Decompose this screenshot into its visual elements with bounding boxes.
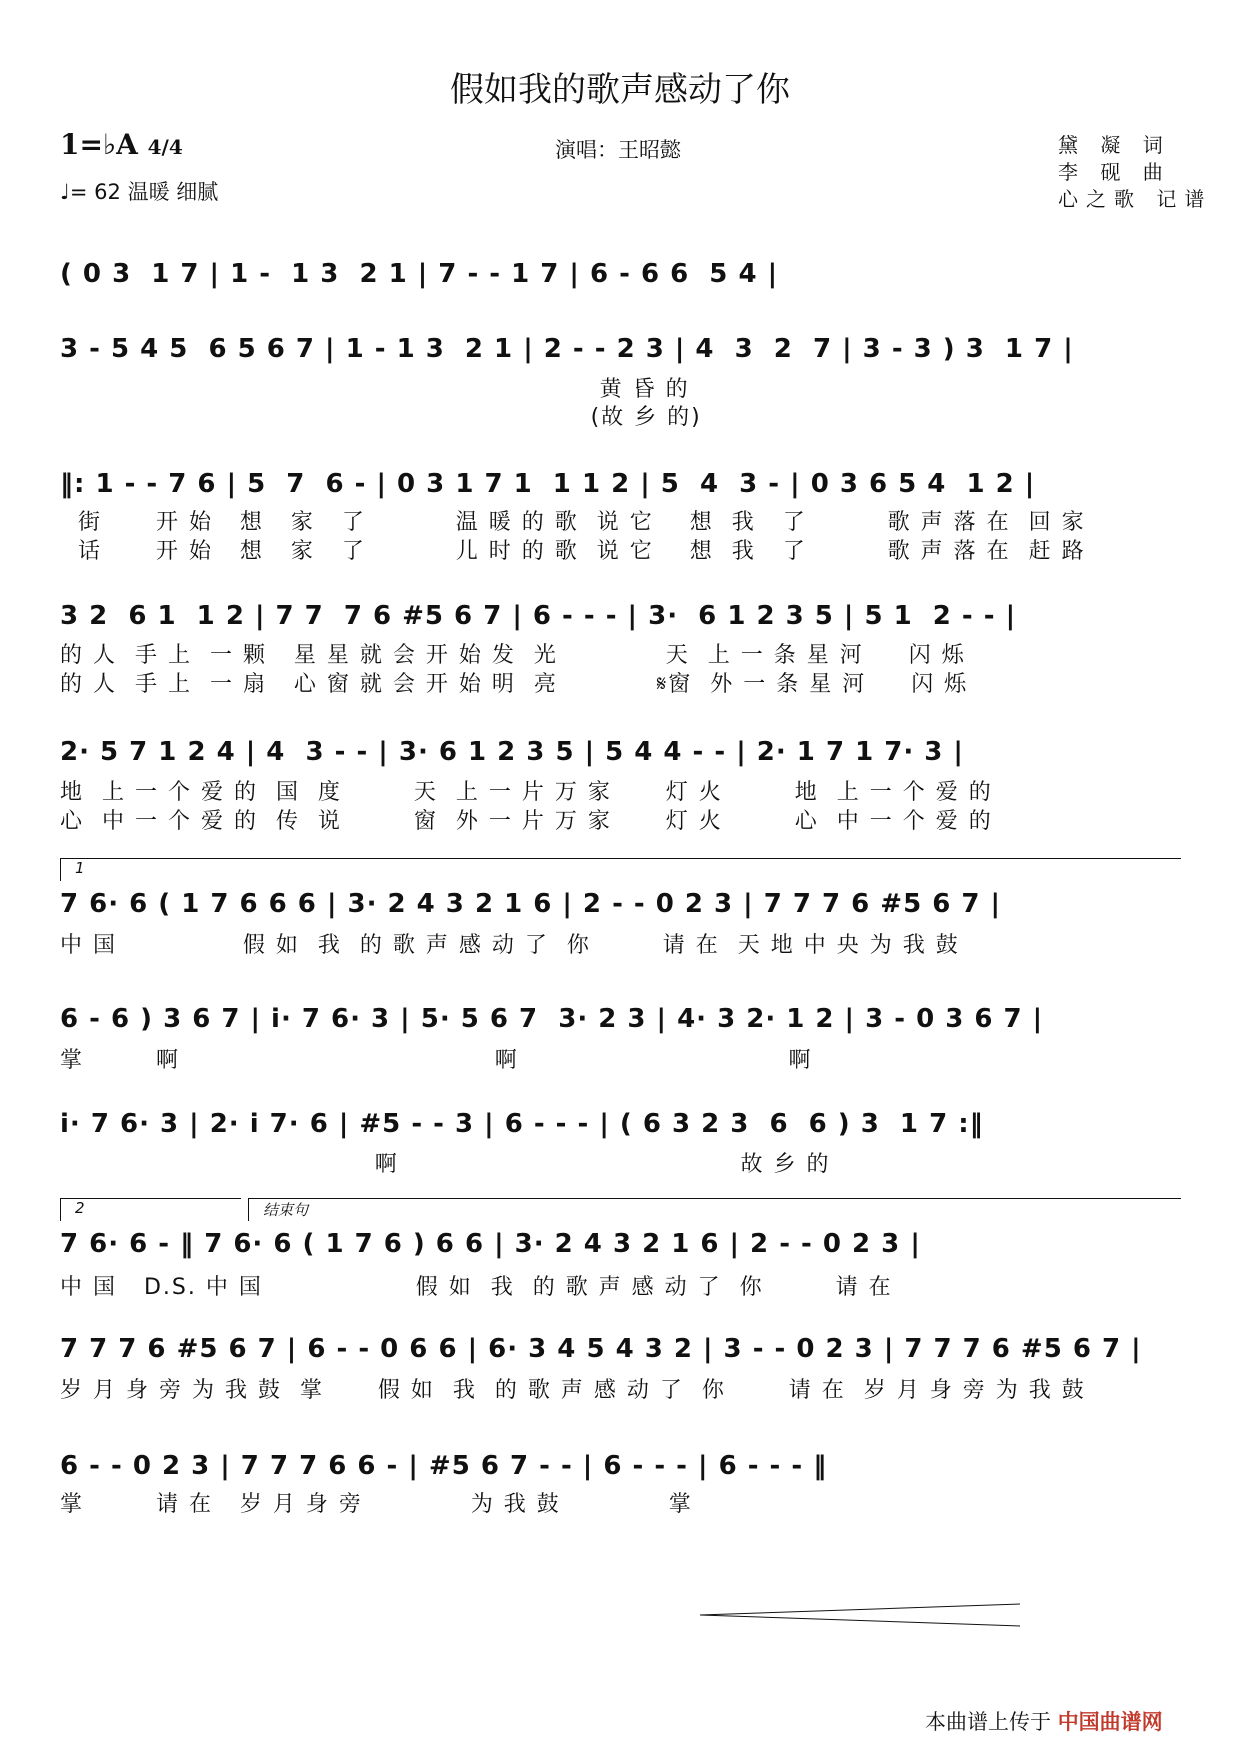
lyric-line: 掌 请 在 岁 月 身 旁 为 我 鼓 掌	[60, 1492, 693, 1517]
notes-line: 7 6· 6 ( 1 7 6 6 6 | 3· 2 4 3 2 1 6 | 2 - - 0 2 3 | 7 7 7 6 #5 6 7 |	[60, 889, 1002, 919]
volta-1-label: 1	[75, 859, 85, 877]
tempo-marking: ♩= 62 温暖 细腻	[60, 180, 219, 204]
decrescendo-hairpin	[700, 1600, 1030, 1630]
time-signature: 4/4	[147, 135, 183, 159]
lyric-line: 街 开 始 想 家 了 温 暖 的 歌 说 它 想 我 了 歌 声 落 在 回 家	[60, 510, 1086, 535]
lyric-line: 地 上 一 个 爱 的 国 度 天 上 一 片 万 家 灯 火 地 上 一 个 爱 的	[60, 780, 993, 805]
lyric-line: 岁 月 身 旁 为 我 鼓 掌 假 如 我 的 歌 声 感 动 了 你 请 在 岁 月 身 旁 为 我 鼓	[60, 1378, 1086, 1403]
lyric-line: 中 国 D.S. 中 国 假 如 我 的 歌 声 感 动 了 你 请 在	[60, 1275, 893, 1300]
footer-credit	[925, 1706, 1163, 1736]
singer-credit: 演唱：王昭懿	[555, 138, 681, 162]
lyric-line: 中 国 假 如 我 的 歌 声 感 动 了 你 请 在 天 地 中 央 为 我 鼓	[60, 933, 960, 958]
credits-block	[1058, 132, 1212, 213]
key-signature	[60, 128, 183, 161]
transcriber-credit: 心之歌 记谱	[1058, 187, 1213, 211]
lyric-line: 的 人 手 上 一 扇 心 窗 就 会 开 始 明 亮 𝄋窗 外 一 条 星 河 闪 烁	[60, 672, 969, 697]
notes-line: 3 - 5 4 5 6 5 6 7 | 1 - 1 3 2 1 | 2 - - 2 3 | 4 3 2 7 | 3 - 3 ) 3 1 7 |	[60, 334, 1074, 364]
lyric-line: (故 乡 的)	[60, 405, 702, 430]
lyric-line: 的 人 手 上 一 颗 星 星 就 会 开 始 发 光 天 上 一 条 星 河 闪 烁	[60, 643, 966, 668]
notes-line: 6 - - 0 2 3 | 7 7 7 6 6 - | #5 6 7 - - | 6 - - - | 6 - - - ‖	[60, 1451, 828, 1481]
notes-line: 7 6· 6 - ‖ 7 6· 6 ( 1 7 6 ) 6 6 | 3· 2 4 3 2 1 6 | 2 - - 0 2 3 |	[60, 1229, 921, 1259]
composer-credit: 李 砚 曲	[1058, 160, 1171, 184]
lyric-line: 啊 故 乡 的	[60, 1152, 831, 1177]
volta-1-bracket	[60, 858, 1181, 881]
ending-label: 结束句	[263, 1201, 309, 1219]
notes-line: 6 - 6 ) 3 6 7 | i· 7 6· 3 | 5· 5 6 7 3· 2 3 | 4· 3 2· 1 2 | 3 - 0 3 6 7 |	[60, 1004, 1044, 1034]
score-system-1	[0, 255, 1240, 315]
footer-text: 本曲谱上传于	[925, 1710, 1051, 1734]
notes-line: 7 7 7 6 #5 6 7 | 6 - - 0 6 6 | 6· 3 4 5 4 3 2 | 3 - - 0 2 3 | 7 7 7 6 #5 6 7 |	[60, 1334, 1142, 1364]
volta-2-bracket	[60, 1198, 241, 1221]
ending-bracket	[248, 1198, 1181, 1221]
lyric-line: 黄 昏 的	[60, 377, 690, 402]
lyric-line: 掌 啊 啊 啊	[60, 1048, 813, 1073]
song-title: 假如我的歌声感动了你	[450, 70, 790, 110]
volta-2-label: 2	[75, 1199, 85, 1217]
notes-line: 3 2 6 1 1 2 | 7 7 7 6 #5 6 7 | 6 - - - | 3· 6 1 2 3 5 | 5 1 2 - - |	[60, 601, 1017, 631]
notes-line: i· 7 6· 3 | 2· i 7· 6 | #5 - - 3 | 6 - - - | ( 6 3 2 3 6 6 ) 3 1 7 :‖	[60, 1109, 984, 1139]
lyric-line: 心 中 一 个 爱 的 传 说 窗 外 一 片 万 家 灯 火 心 中 一 个 爱 的	[60, 809, 993, 834]
notes-line: ( 0 3 1 7 | 1 - 1 3 2 1 | 7 - - 1 7 | 6 - 6 6 5 4 |	[60, 259, 779, 289]
notes-line: 2· 5 7 1 2 4 | 4 3 - - | 3· 6 1 2 3 5 | 5 4 4 - - | 2· 1 7 1 7· 3 |	[60, 737, 964, 767]
notes-line: ‖: 1 - - 7 6 | 5 7 6 - | 0 3 1 7 1 1 1 2 | 5 4 3 - | 0 3 6 5 4 1 2 |	[60, 469, 1036, 499]
lyricist-credit: 黛 凝 词	[1058, 133, 1171, 157]
key-label: 1=♭A	[60, 128, 138, 161]
site-logo: 中国曲谱网	[1057, 1710, 1163, 1734]
lyric-line: 话 开 始 想 家 了 儿 时 的 歌 说 它 想 我 了 歌 声 落 在 赶 路	[60, 539, 1086, 564]
